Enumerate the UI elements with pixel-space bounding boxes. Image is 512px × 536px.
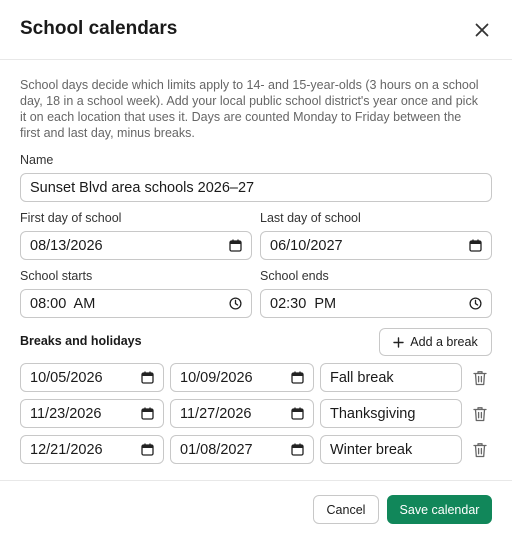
- school-starts-input[interactable]: [20, 289, 252, 318]
- breaks-section-title: Breaks and holidays: [20, 334, 142, 348]
- school-ends-value: 02:30 PM: [270, 295, 337, 312]
- delete-break-button[interactable]: [471, 369, 489, 387]
- dialog-header: [0, 0, 512, 60]
- dialog-body: [0, 61, 512, 480]
- dialog-footer: [0, 480, 512, 536]
- close-button[interactable]: [470, 18, 494, 42]
- plus-icon: [393, 337, 404, 348]
- save-calendar-button[interactable]: Save calendar: [387, 495, 492, 524]
- break-end-input[interactable]: [170, 435, 314, 464]
- break-end-input[interactable]: [170, 399, 314, 428]
- name-label: Name: [20, 153, 54, 167]
- break-name-input[interactable]: [320, 363, 462, 392]
- school-starts-value: 08:00 AM: [30, 295, 96, 312]
- dialog-description: School days decide which limits apply to 14- and 15-year-olds (3 hours on a school day, 18 in a school week). Add your local public school district's year once and pick it on each location that uses it. Days are counted Monday to Friday between the first and last day, minus breaks.: [20, 78, 479, 140]
- break-start-value: 12/21/2026: [30, 441, 103, 458]
- calendar-icon[interactable]: [140, 407, 154, 421]
- break-end-value: 01/08/2027: [180, 441, 253, 458]
- clock-icon[interactable]: [228, 297, 242, 311]
- break-end-value: 11/27/2026: [180, 405, 252, 422]
- add-break-button[interactable]: [379, 328, 492, 356]
- cancel-button[interactable]: Cancel: [313, 495, 379, 524]
- break-end-value: 10/09/2026: [180, 369, 253, 386]
- school-ends-label: School ends: [260, 269, 329, 283]
- name-input-value: Sunset Blvd area schools 2026–27: [30, 179, 255, 196]
- break-start-value: 11/23/2026: [30, 405, 102, 422]
- last-day-label: Last day of school: [260, 211, 361, 225]
- dialog-title: School calendars: [20, 18, 178, 39]
- calendar-icon[interactable]: [290, 407, 304, 421]
- first-day-value: 08/13/2026: [30, 237, 103, 254]
- break-name-input[interactable]: [320, 399, 462, 428]
- calendar-icon[interactable]: [290, 371, 304, 385]
- school-starts-label: School starts: [20, 269, 93, 283]
- break-name-value: Winter break: [330, 441, 413, 458]
- last-day-input[interactable]: [260, 231, 492, 260]
- add-break-label: Add a break: [410, 335, 478, 349]
- break-start-value: 10/05/2026: [30, 369, 103, 386]
- trash-icon: [473, 370, 487, 386]
- break-name-value: Thanksgiving: [330, 405, 416, 422]
- last-day-value: 06/10/2027: [270, 237, 343, 254]
- calendar-icon[interactable]: [140, 371, 154, 385]
- first-day-label: First day of school: [20, 211, 122, 225]
- trash-icon: [473, 442, 487, 458]
- first-day-input[interactable]: [20, 231, 252, 260]
- school-ends-input[interactable]: [260, 289, 492, 318]
- break-name-input[interactable]: [320, 435, 462, 464]
- break-name-value: Fall break: [330, 369, 394, 386]
- delete-break-button[interactable]: [471, 405, 489, 423]
- calendar-icon[interactable]: [140, 443, 154, 457]
- trash-icon: [473, 406, 487, 422]
- clock-icon[interactable]: [468, 297, 482, 311]
- break-end-input[interactable]: [170, 363, 314, 392]
- break-start-input[interactable]: [20, 399, 164, 428]
- calendar-icon[interactable]: [468, 239, 482, 253]
- break-start-input[interactable]: [20, 435, 164, 464]
- delete-break-button[interactable]: [471, 441, 489, 459]
- break-start-input[interactable]: [20, 363, 164, 392]
- calendar-icon[interactable]: [290, 443, 304, 457]
- name-input[interactable]: [20, 173, 492, 202]
- close-icon: [474, 22, 490, 38]
- calendar-icon[interactable]: [228, 239, 242, 253]
